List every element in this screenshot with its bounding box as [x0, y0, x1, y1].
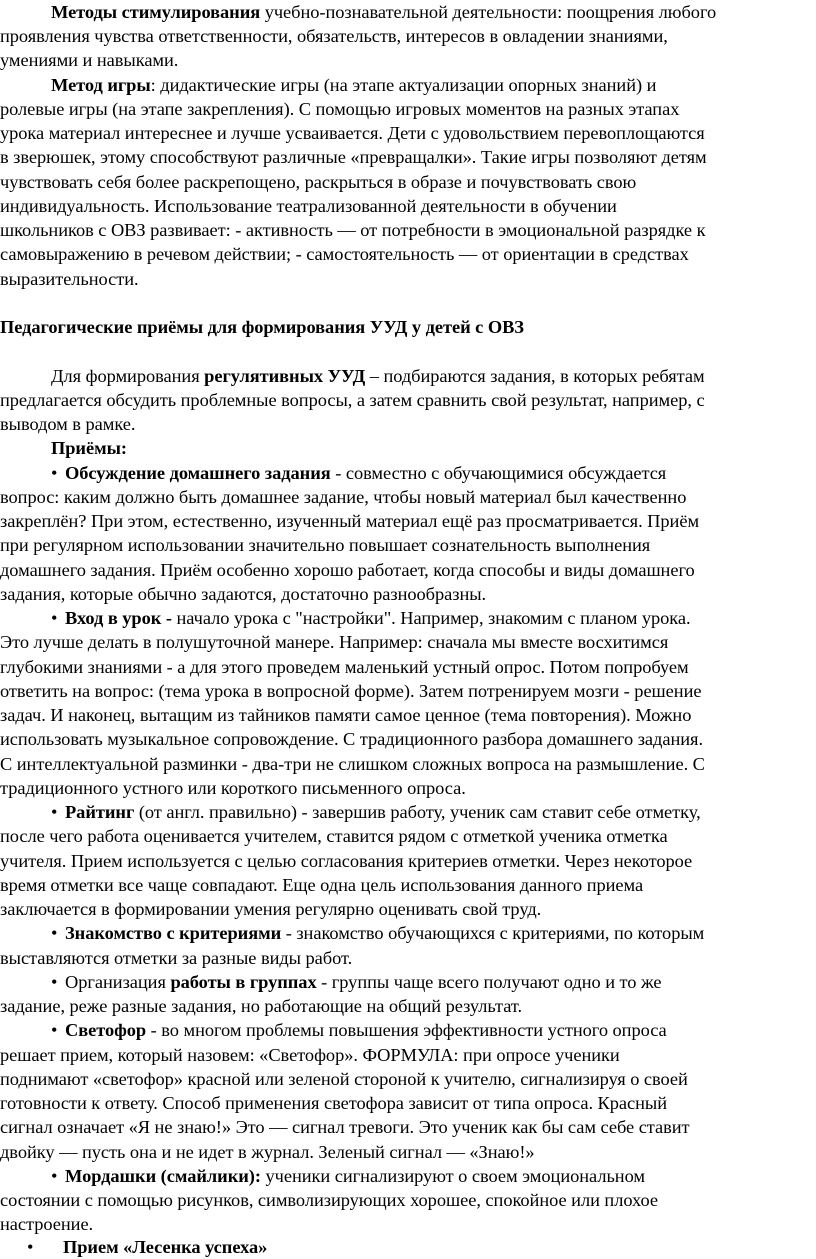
- p2-bold: Метод игры: [51, 75, 151, 95]
- p1-bold: Методы стимулирования: [51, 2, 261, 22]
- text-line: в зверюшек, этому способствуют различные «превращалки». Такие игры позволяют детям: [0, 147, 707, 167]
- list-item: • Прием «Лесенка успеха»: [27, 1235, 267, 1259]
- text-line: вопрос: каким должно быть домашнее задание, чтобы новый материал был качественно: [0, 487, 687, 507]
- text-line: ответить на вопрос: (тема урока в вопросной форме). Затем потренируем мозги - решение: [0, 681, 702, 701]
- text-line: выразительности.: [0, 269, 139, 289]
- text-line: С интеллектуальной разминки - два-три не слишком сложных вопроса на размышление. С: [0, 754, 705, 774]
- bullet-icon: •: [51, 972, 58, 992]
- text-line: учителя. Прием используется с целью согласования критериев отметки. Через некоторое: [0, 851, 693, 871]
- text-line: при регулярном использовании значительно повышает сознательность выполнения: [0, 535, 651, 555]
- list-item: • Знакомство с критериями - знакомство обучающихся с критериями, по которым: [51, 921, 704, 945]
- bullet-icon: •: [51, 923, 58, 943]
- text-line: готовности к ответу. Способ применения светофора зависит от типа опроса. Красный: [0, 1093, 668, 1113]
- text-line: проявления чувства ответственности, обязательств, интересов в овладении знаниями,: [0, 26, 668, 46]
- text-line: задач. И наконец, вытащим из тайников памяти самое ценное (тема повторения). Можно: [0, 705, 692, 725]
- text-line: настроение.: [0, 1214, 94, 1234]
- text-line: Методы стимулирования учебно-познавательной деятельности: поощрения любого: [51, 2, 717, 22]
- text-line: время отметки все чаще совпадают. Еще одна цель использования данного приема: [0, 875, 644, 895]
- bullet-icon: •: [51, 1166, 58, 1186]
- bullet-icon: •: [51, 608, 58, 628]
- bullet-icon: •: [51, 802, 58, 822]
- text-line: ролевые игры (на этапе закрепления). С помощью игровых моментов на разных этапах: [0, 99, 680, 119]
- text-line: после чего работа оценивается учителем, ставится рядом с отметкой ученика отметка: [0, 826, 668, 846]
- text-line: состоянии с помощью рисунков, символизирующих хорошее, спокойное или плохое: [0, 1190, 658, 1210]
- bullet-icon: •: [51, 463, 58, 483]
- list-item: • Светофор - во многом проблемы повышения эффективности устного опроса: [51, 1018, 667, 1042]
- text-line: задание, реже разные задания, но работающие на общий результат.: [0, 996, 523, 1016]
- text-line: закреплён? При этом, естественно, изученный материал ещё раз просматривается. Приём: [0, 511, 700, 531]
- section-heading: Педагогические приёмы для формирования УУД у детей с ОВЗ: [0, 317, 524, 337]
- list-item: • Обсуждение домашнего задания - совместно с обучающимися обсуждается: [51, 461, 666, 485]
- text-line: домашнего задания. Приём особенно хорошо работает, когда способы и виды домашнего: [0, 560, 695, 580]
- text-line: самовыражению в речевом действии; - самостоятельность — от ориентации в средствах: [0, 244, 689, 264]
- bullet-icon: •: [27, 1237, 34, 1257]
- text-line: двойку — пусть она и не идет в журнал. Зеленый сигнал — «Знаю!»: [0, 1142, 535, 1162]
- text-line: решает прием, который назовем: «Светофор». ФОРМУЛА: при опросе ученики: [0, 1045, 620, 1065]
- list-item: • Вход в урок - начало урока с "настройки". Например, знакомим с планом урока.: [51, 606, 691, 630]
- text-line: выводом в рамке.: [0, 414, 136, 434]
- bullet-icon: •: [51, 1020, 58, 1040]
- text-line: использовать музыкальное сопровождение. С традиционного разбора домашнего задания.: [0, 729, 703, 749]
- text-line: традиционного устного или короткого письменного опроса.: [0, 778, 466, 798]
- text-line: школьников с ОВЗ развивает: - активность — от потребности в эмоциональной разрядке к: [0, 220, 706, 240]
- list-item: • Мордашки (смайлики): ученики сигнализируют о своем эмоциональном: [51, 1164, 645, 1188]
- text-line: задания, которые обычно задаются, достаточно разнообразны.: [0, 584, 487, 604]
- techniques-label: Приёмы:: [51, 438, 127, 458]
- text-line: заключается в формировании умения регулярно оценивать свой труд.: [0, 899, 542, 919]
- text-line: глубокими знаниями - а для этого проведем маленький устный опрос. Потом попробуем: [0, 657, 689, 677]
- text-line: предлагается обсудить проблемные вопросы, а затем сравнить свой результат, например, с: [0, 390, 705, 410]
- text-line: выставляются отметки за разные виды работ.: [0, 948, 353, 968]
- text-line: поднимают «светофор» красной или зеленой стороной к учителю, сигнализируя о своей: [0, 1069, 688, 1089]
- text-line: умениями и навыками.: [0, 50, 179, 70]
- text-line: Метод игры: дидактические игры (на этапе актуализации опорных знаний) и: [51, 75, 657, 95]
- text-line: Для формирования регулятивных УУД – подбираются задания, в которых ребятам: [51, 366, 705, 386]
- text-line: индивидуальность. Использование театрализованной деятельности в обучении: [0, 196, 617, 216]
- text-line: урока материал интереснее и лучше усваивается. Дети с удовольствием перевоплощаются: [0, 123, 705, 143]
- list-item: • Организация работы в группах - группы чаще всего получают одно и то же: [51, 970, 662, 994]
- list-item: • Райтинг (от англ. правильно) - завершив работу, ученик сам ставит себе отметку,: [51, 800, 701, 824]
- text-line: Это лучше делать в полушуточной манере. Например: сначала мы вместе восхитимся: [0, 632, 669, 652]
- text-line: сигнал означает «Я не знаю!» Это — сигнал тревоги. Это ученик как бы сам себе ставит: [0, 1117, 690, 1137]
- text-line: чувствовать себя более раскрепощено, раскрыться в образе и почувствовать свою: [0, 172, 637, 192]
